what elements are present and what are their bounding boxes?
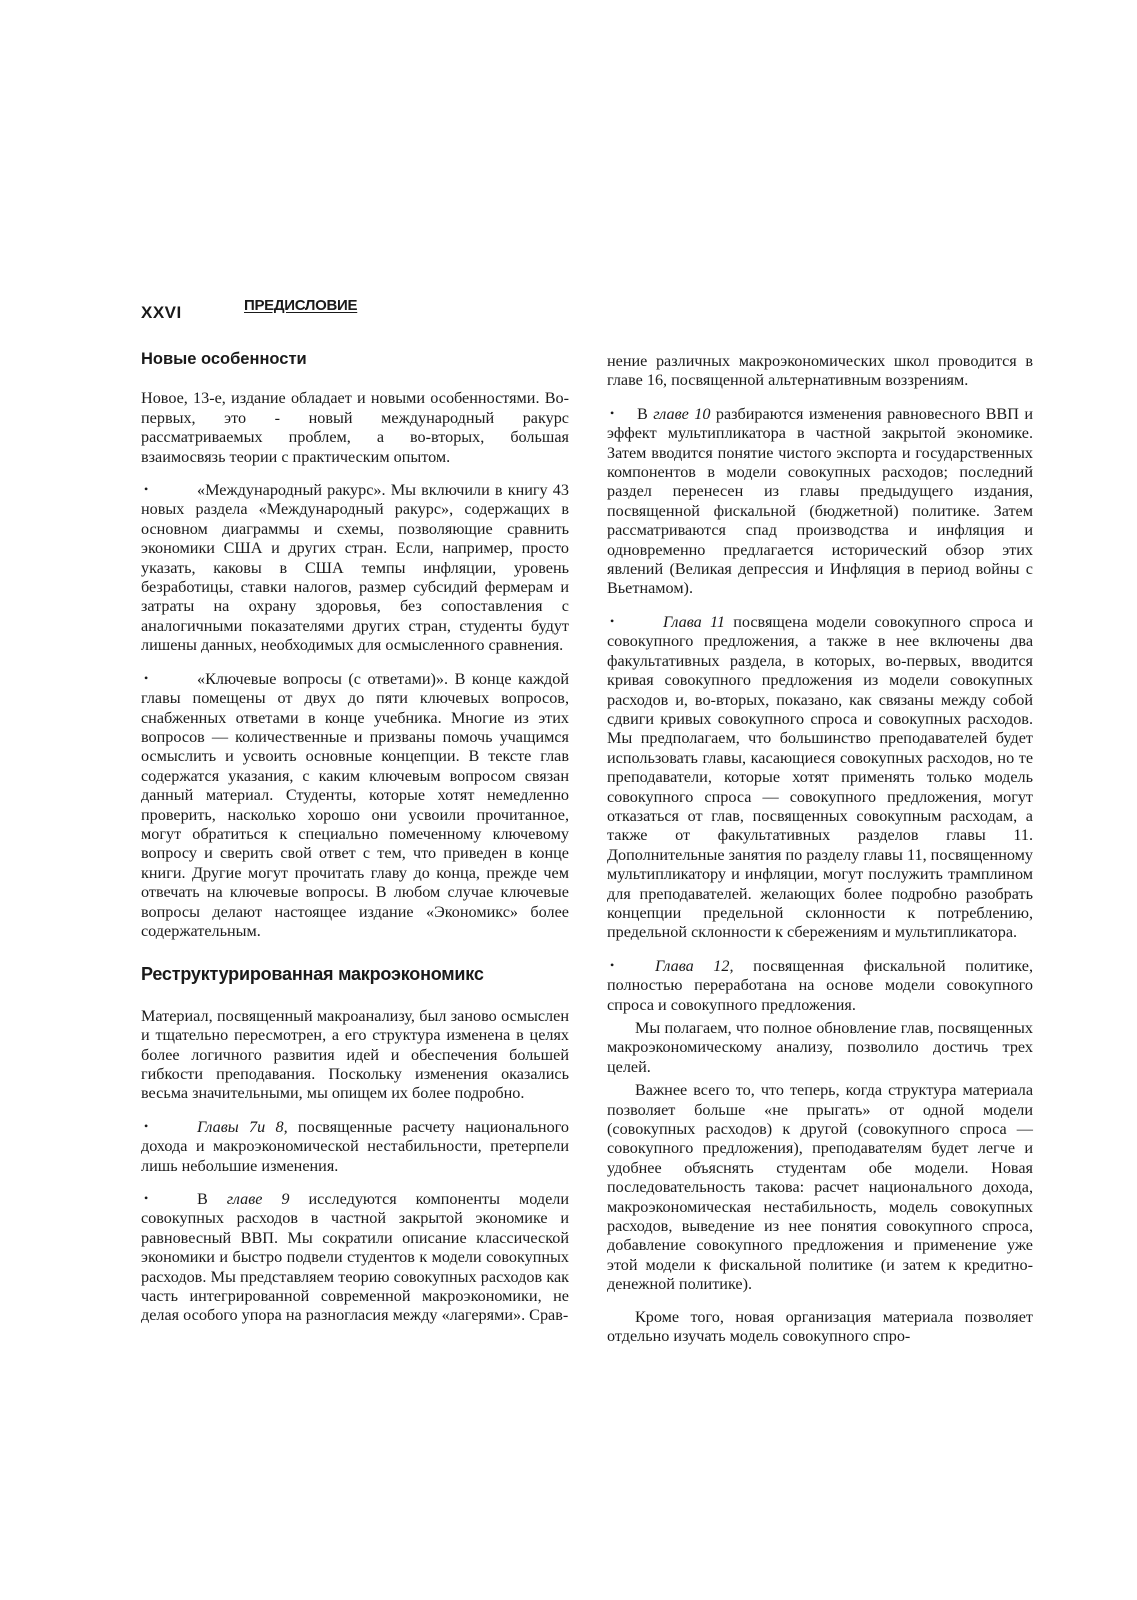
paragraph-text-lead: В [197, 1190, 227, 1209]
paragraph-text: посвященная фискальной политике, полностью переработана на основе модели совокупного спроса и совокупного предложения. [607, 956, 1033, 1014]
right-column [607, 352, 1033, 1351]
running-title: ПРЕДИСЛОВИЕ [244, 297, 358, 314]
bullet-icon [141, 480, 197, 500]
paragraph-text: исследуются компоненты модели совокупных расходов в частной закрытой экономике и равновесный ВВП. Мы сократили описание классической экономики и быстро подвели студентов к модели совокупных расходов. Мы представляем теорию совокупных расходов как часть интегрированной современной макроэкономики, не делая особого упора на разногласия между «лагерями». Срав- [141, 1190, 569, 1325]
paragraph-most-important: Важнее всего то, что теперь, когда структура материала позволяет больше «не прыгать» от одной модели (совокупных расходов) к другой (совокупного спроса — совокупного предложения), преподавателям будет легче и удобнее объяснять студентам обе модели. Новая последовательность такова: расчет национального дохода, макроэкономическая нестабильность, модель совокупных расходов, выведение из нее понятия совокупного спроса, добавление совокупного предложения и применение уже этой модели к фискальной политике (и затем к кредитно-денежной политике). [607, 1081, 1033, 1294]
chapter-reference: Глава 11 [663, 612, 725, 631]
bullet-paragraph-international [141, 480, 569, 656]
bullet-icon [607, 612, 663, 632]
bullet-paragraph-key-questions [141, 669, 569, 942]
paragraph-text: «Международный ракурс». Мы включили в книгу 43 новых раздела «Международный ракурс», содержащих в основном диаграммы и схемы, позволяющие сравнить экономики США и других стран. Если, например, просто указать, каковы в США темпы инфляции, уровень безработицы, ставки налогов, размер субсидий фермерам и затраты на охрану здоровья, без сопоставления с аналогичными показателями других стран, студенты будут лишены данных, необходимых для осмысленного сравнения. [141, 481, 569, 655]
chapter-reference: главе 10 [653, 404, 711, 423]
paragraph-besides: Кроме того, новая организация материала позволяет отдельно изучать модель совокупного спро- [607, 1307, 1033, 1346]
paragraph-text: «Ключевые вопросы (с ответами)». В конце каждой главы помещены от двух до пяти ключевых вопросов, снабженных ответами в конце учебника. Многие из этих вопросов — количественные и призваны помочь учащимся осмыслить и усвоить основные концепции. В тексте глав содержатся указания, с каким ключевым вопросом связан данный материал. Студенты, которые хотят немедленно проверить, насколько хорошо они усвоили прочитанное, могут обратиться к специально помеченному ключевому вопросу и сверить свой ответ с тем, что приведен в конце книги. Другие могут прочитать главу до конца, прежде чем отвечать на ключевые вопросы. В любом случае ключевые вопросы делают настоящее издание «Экономикс» более содержательным. [141, 669, 569, 940]
bullet-icon [141, 1117, 197, 1137]
bullet-paragraph-chapter-11 [607, 612, 1033, 943]
paragraph-text: посвященные расчету национального дохода и макроэкономической нестабильности, претерпели лишь небольшие изменения. [141, 1117, 570, 1175]
paragraph-continuation: нение различных макроэкономических школ проводится в главе 16, посвященной альтернативным воззрениям. [607, 352, 1033, 390]
left-column [141, 350, 569, 1339]
bullet-icon [141, 669, 197, 689]
bullet-paragraph-chapter-10 [607, 404, 1033, 599]
paragraph-goals: Мы полагаем, что полное обновление глав, посвященных макроэкономическому анализу, позволило достичь трех целей. [607, 1019, 1033, 1076]
bullet-paragraph-chapter-12 [607, 956, 1033, 1015]
paragraph-text-lead: В [637, 404, 654, 423]
section-heading-restructured: Реструктурированная макроэкономикс [141, 964, 484, 985]
chapter-reference: Главы 7и 8, [197, 1117, 288, 1136]
chapter-reference: главе 9 [226, 1190, 290, 1209]
paragraph-text: посвящена модели совокупного спроса и совокупного предложения, а также в нее включены два факультативных раздела, в которых, во-первых, вводится кривая совокупного предложения из модели совокупных расходов и, во-вторых, показано, как связаны между собой сдвиги кривых совокупного спроса и совокупных расходов. Мы предполагаем, что большинство преподавателей будет использовать главы, касающиеся совокупных расходов, но те преподаватели, которые хотят применять только модель совокупного спроса — совокупного предложения, могут отказаться от глав, посвященных совокупным расходам, а также от факультативных разделов главы 11. Дополнительные занятия по разделу главы 11, посвященному мультипликатору и инфляции, могут послужить трамплином для преподавателей. желающих более подробно разобрать концепции предельной склонности к потреблению, предельной склонности к сбережениям и мультипликатора. [607, 612, 1033, 942]
section-heading-new-features: Новые особенности [141, 350, 307, 368]
bullet-icon [141, 1189, 197, 1209]
bullet-icon [607, 404, 637, 424]
page-header [141, 297, 581, 327]
paragraph-intro: Новое, 13-е, издание обладает и новыми особенностями. Во-первых, это - новый международный ракурс рассматриваемых проблем, а во-вторых, большая взаимосвязь теории с практическим опытом. [141, 389, 569, 466]
page-number: XXVI [141, 303, 182, 322]
paragraph-text: разбираются изменения равновесного ВВП и эффект мультипликатора в частной закрытой экономике. Затем вводится понятие чистого экспорта и государственных компонентов в модели совокупных расходов; последний раздел перенесен из главы предыдущего издания, посвященной фискальной (бюджетной) политике. Затем рассматриваются спад производства и инфляция и одновременно предлагается исторический обзор этих явлений (Великая депрессия и Инфляция в период войны с Вьетнамом). [607, 404, 1033, 598]
bullet-icon [607, 956, 655, 976]
chapter-reference: Глава 12, [655, 956, 734, 975]
bullet-paragraph-chapter-9 [141, 1189, 569, 1326]
bullet-paragraph-chapters-7-8 [141, 1117, 569, 1176]
paragraph-material: Материал, посвященный макроанализу, был заново осмыслен и тщательно пересмотрен, а его структура изменена в целях более логичного развития идей и обеспечения большей гибкости преподавания. Поскольку изменения оказались весьма значительными, мы опищем их более подробно. [141, 1006, 569, 1103]
